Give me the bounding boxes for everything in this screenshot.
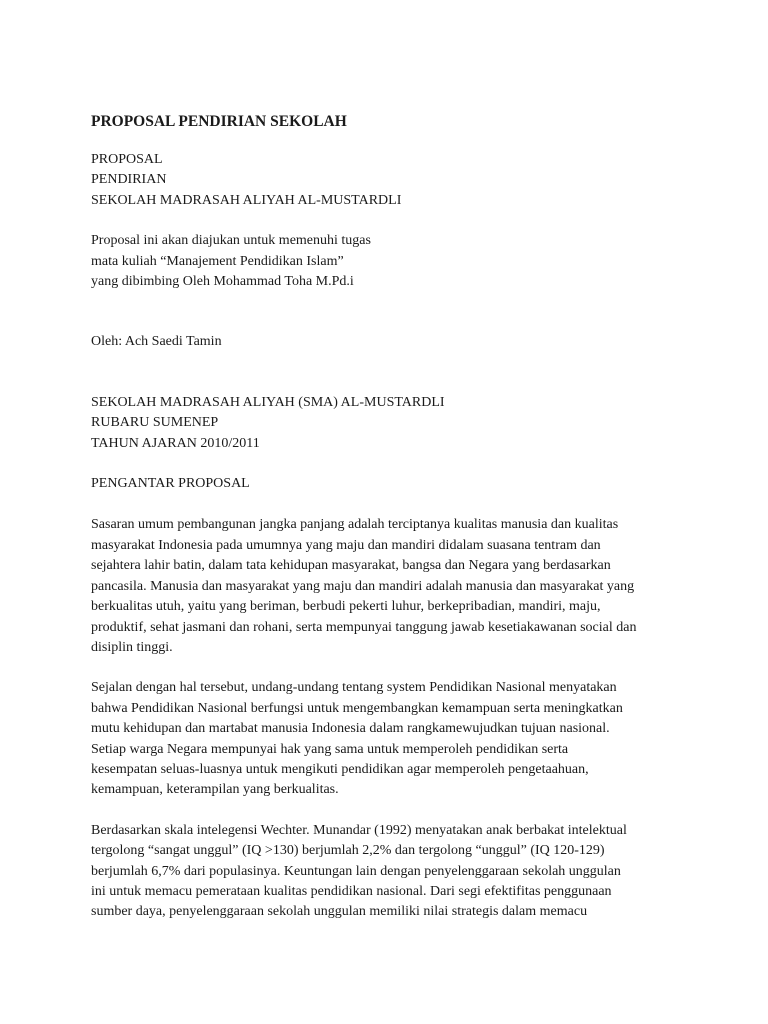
author-text: Oleh: Ach Saedi Tamin [91, 334, 222, 350]
paragraph-line: ini untuk memacu pemerataan kualitas pendidikan nasional. Dari segi efektifitas penggunaan [91, 883, 612, 899]
paragraph-1 [91, 515, 691, 658]
school-line: TAHUN AJARAN 2010/2011 [91, 435, 260, 451]
purpose-line: mata kuliah “Manajement Pendidikan Islam” [91, 253, 344, 269]
paragraph-line: berjumlah 6,7% dari populasinya. Keuntungan lain dengan penyelenggaraan sekolah unggulan [91, 863, 621, 879]
paragraph-line: mutu kehidupan dan martabat manusia Indonesia dalam rangkamewujudkan tujuan nasional. [91, 721, 610, 737]
section-heading-block [91, 474, 691, 494]
paragraph-line: kemampuan, keterampilan yang berkualitas. [91, 782, 339, 798]
paragraph-line: disiplin tinggi. [91, 639, 173, 655]
paragraph-line: berkualitas utuh, yaitu yang beriman, berbudi pekerti luhur, berkepribadian, mandiri, maju, [91, 599, 601, 615]
paragraph-line: masyarakat Indonesia pada umumnya yang maju dan mandiri didalam suasana tentram dan [91, 537, 601, 553]
heading-line: SEKOLAH MADRASAH ALIYAH AL-MUSTARDLI [91, 192, 402, 208]
paragraph-line: Setiap warga Negara mempunyai hak yang sama untuk memperoleh pendidikan serta [91, 741, 569, 757]
spacer [91, 292, 691, 332]
paragraph-line: pancasila. Manusia dan masyarakat yang maju dan mandiri adalah manusia dan masyarakat yang [91, 578, 635, 594]
paragraph-line: produktif, sehat jasmani dan rohani, serta mempunyai tanggung jawab kesetiakawanan social dan [91, 619, 637, 635]
school-line: SEKOLAH MADRASAH ALIYAH (SMA) AL-MUSTARDLI [91, 394, 445, 410]
paragraph-line: kesempatan seluas-luasnya untuk mengikuti pendidikan agar memperoleh pengetaahuan, [91, 761, 589, 777]
paragraph-line: bahwa Pendidikan Nasional berfungsi untuk mengembangkan kemampuan serta meningkatkan [91, 700, 623, 716]
paragraph-line: Sejalan dengan hal tersebut, undang-undang tentang system Pendidikan Nasional menyatakan [91, 680, 617, 696]
paragraph-line: tergolong “sangat unggul” (IQ >130) berjumlah 2,2% dan tergolong “unggul” (IQ 120-129) [91, 843, 605, 859]
document-title: PROPOSAL PENDIRIAN SEKOLAH [91, 113, 347, 130]
paragraph-line: sejahtera lahir batin, dalam tata kehidupan masyarakat, bangsa dan Negara yang berdasarkan [91, 558, 611, 574]
spacer [91, 801, 691, 821]
purpose-block [91, 231, 691, 292]
paragraph-line: Berdasarkan skala intelegensi Wechter. Munandar (1992) menyatakan anak berbakat intelektual [91, 822, 627, 838]
spacer [91, 658, 691, 678]
spacer [91, 494, 691, 515]
school-block [91, 393, 691, 454]
section-heading: PENGANTAR PROPOSAL [91, 476, 250, 492]
heading-line: PENDIRIAN [91, 172, 167, 188]
spacer [91, 353, 691, 393]
heading-line: PROPOSAL [91, 152, 163, 167]
document-page [91, 110, 691, 923]
spacer [91, 211, 691, 231]
heading-block [91, 150, 691, 211]
paragraph-2 [91, 678, 691, 800]
purpose-line: Proposal ini akan diajukan untuk memenuhi tugas [91, 233, 371, 249]
paragraph-line: sumber daya, penyelenggaraan sekolah unggulan memiliki nilai strategis dalam memacu [91, 904, 588, 920]
paragraph-3 [91, 821, 691, 923]
school-line: RUBARU SUMENEP [91, 415, 219, 431]
author-line [91, 332, 691, 352]
spacer [91, 454, 691, 474]
purpose-line: yang dibimbing Oleh Mohammad Toha M.Pd.i [91, 274, 354, 290]
paragraph-line: Sasaran umum pembangunan jangka panjang adalah terciptanya kualitas manusia dan kualitas [91, 517, 619, 533]
